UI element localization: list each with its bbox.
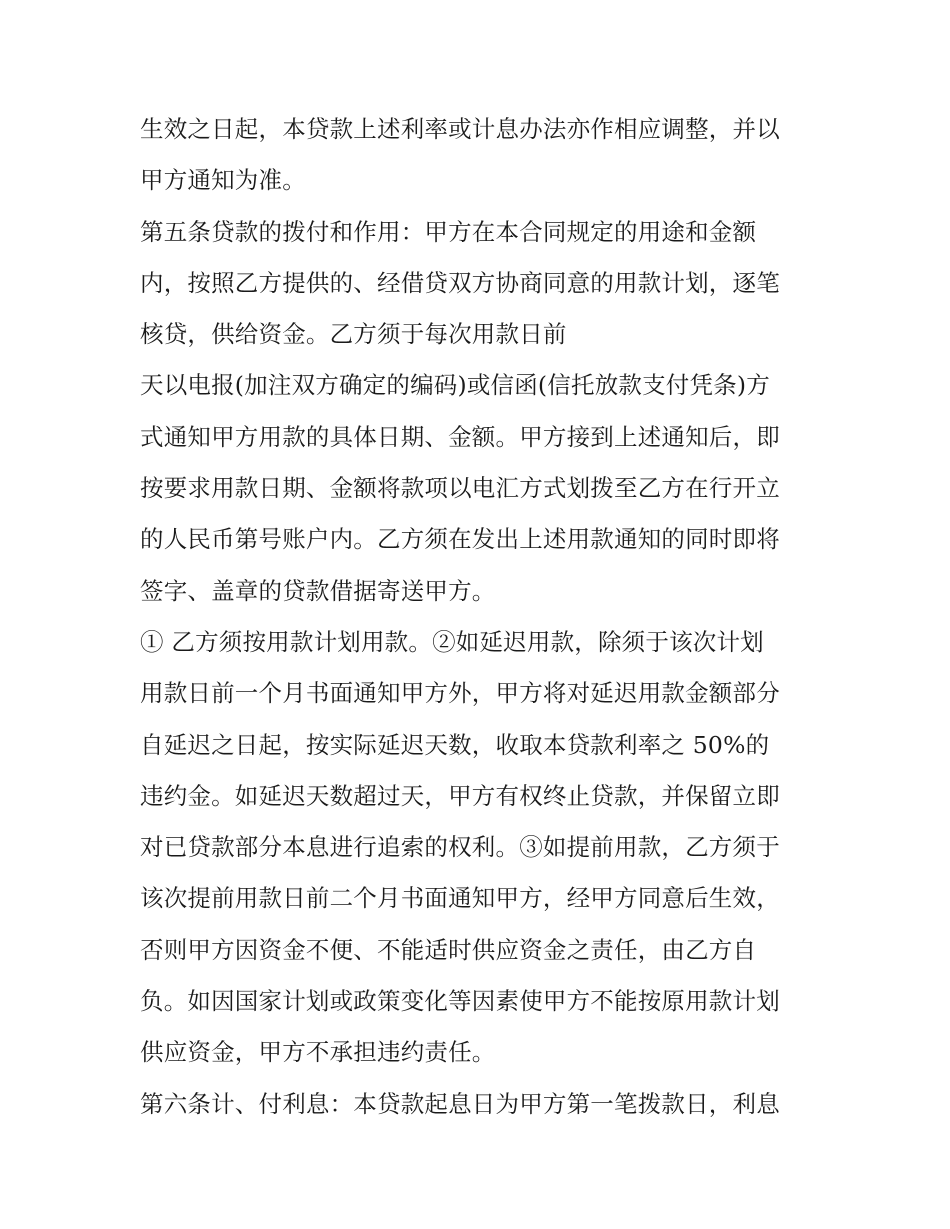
text-line: 用款日前一个月书面通知甲方外，甲方将对延迟用款金额部分 (140, 679, 780, 708)
text-line: 自延迟之日起，按实际延迟天数，收取本贷款利率之 50%的 (140, 730, 770, 759)
text-line: 式通知甲方用款的具体日期、金额。甲方接到上述通知后，即 (140, 422, 780, 451)
text-line: 第六条计、付利息：本贷款起息日为甲方第一笔拨款日，利息 (140, 1089, 780, 1118)
text-line: 核贷，供给资金。乙方须于每次用款日前 (140, 320, 567, 349)
text-line: 该次提前用款日前二个月书面通知甲方，经甲方同意后生效， (140, 884, 780, 913)
text-line: 负。如因国家计划或政策变化等因素使甲方不能按原用款计划 (140, 987, 780, 1016)
text-line: 的人民币第号账户内。乙方须在发出上述用款通知的同时即将 (140, 525, 780, 554)
text-line: 签字、盖章的贷款借据寄送甲方。 (140, 576, 496, 605)
text-line: 对已贷款部分本息进行追索的权利。③如提前用款，乙方须于 (140, 833, 780, 862)
document-body (140, 104, 820, 1130)
text-line: 否则甲方因资金不便、不能适时供应资金之责任，由乙方自 (140, 935, 757, 964)
text-line: 天以电报(加注双方确定的编码)或信函(信托放款支付凭条)方 (140, 371, 770, 400)
text-line: 甲方通知为准。 (140, 166, 306, 195)
text-line: 按要求用款日期、金额将款项以电汇方式划拨至乙方在行开立 (140, 474, 780, 503)
text-line: ① 乙方须按用款计划用款。②如延迟用款，除须于该次计划 (140, 627, 764, 656)
text-line: 内，按照乙方提供的、经借贷双方协商同意的用款计划，逐笔 (140, 268, 780, 297)
text-line: 第五条贷款的拨付和作用：甲方在本合同规定的用途和金额 (140, 217, 757, 246)
text-line: 生效之日起，本贷款上述利率或计息办法亦作相应调整，并以 (140, 115, 780, 143)
text-line: 供应资金，甲方不承担违约责任。 (140, 1038, 496, 1067)
text-line: 违约金。如延迟天数超过天，甲方有权终止贷款，并保留立即 (140, 781, 780, 810)
